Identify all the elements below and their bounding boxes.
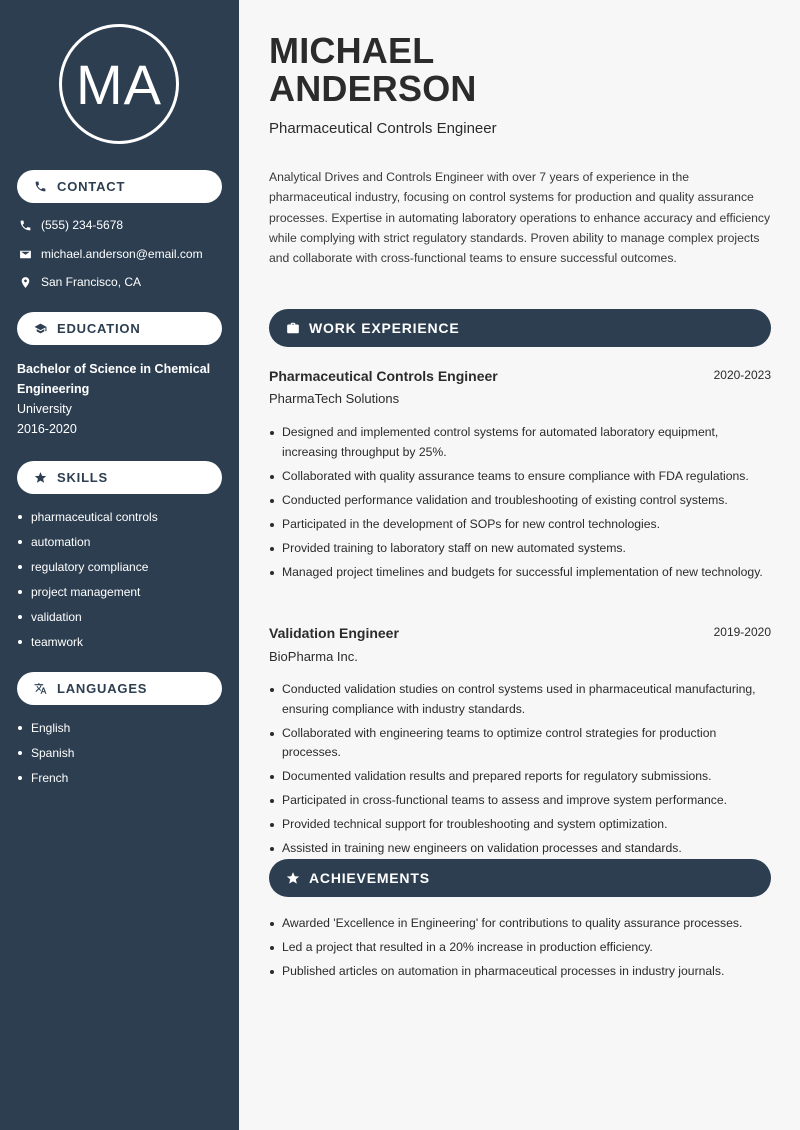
list-item: automation [17,534,158,559]
education-entry [17,359,227,439]
job-title: Pharmaceutical Controls Engineer [269,368,498,384]
list-item: Assisted in training new engineers on validation processes and standards. [269,839,771,859]
candidate-title: Pharmaceutical Controls Engineer [269,120,497,137]
contact-email [17,246,203,262]
list-item: Participated in cross-functional teams to assess and improve system performance. [269,791,771,811]
skills-heading-label: SKILLS [57,470,109,485]
list-item: Led a project that resulted in a 20% increase in production efficiency. [269,938,771,958]
list-item: Participated in the development of SOPs for new control technologies. [269,515,771,535]
contact-heading [17,170,222,203]
summary-paragraph: Analytical Drives and Controls Engineer with over 7 years of experience in the pharmaceutical industry, focusing on control systems for production and quality assurance processes. Expertise in automating laboratory operations to enhance accuracy and efficiency while complying with strict regulatory standards. Proven ability to manage complex projects and collaborate with cross-functional teams to ensure successful outcomes. [269,170,771,266]
company-name: PharmaTech Solutions [269,391,400,406]
job-title: Validation Engineer [269,625,399,641]
languages-heading-label: LANGUAGES [57,681,148,696]
education-heading-label: EDUCATION [57,321,141,336]
graduation-cap-icon [32,321,48,337]
star-icon [32,470,48,486]
list-item: Managed project timelines and budgets for successful implementation of new technology. [269,563,771,583]
phone-text: (555) 234-5678 [41,218,124,232]
list-item: Designed and implemented control systems for automated laboratory equipment, increasing throughput by 25%. [269,423,771,462]
achievements-list [269,914,771,986]
star-icon [285,870,301,886]
work-experience-label: WORK EXPERIENCE [309,320,460,336]
location-text: San Francisco, CA [41,275,142,289]
languages-heading [17,672,222,705]
list-item: Conducted performance validation and troubleshooting of existing control systems. [269,491,771,511]
contact-heading-label: CONTACT [57,179,126,194]
company-name: BioPharma Inc. [269,649,358,664]
list-item: project management [17,584,158,609]
list-item: Spanish [17,745,74,770]
job-bullets [269,680,771,863]
list-item: pharmaceutical controls [17,509,158,534]
briefcase-icon [285,320,301,336]
list-item: English [17,720,74,745]
contact-location [17,274,141,290]
work-experience-heading [269,309,771,347]
phone-icon [17,217,33,233]
sidebar [0,0,239,1130]
list-item: Collaborated with engineering teams to optimize control strategies for production processes. [269,724,771,763]
skills-list [17,509,158,659]
location-pin-icon [17,274,33,290]
education-heading [17,312,222,345]
job-dates: 2019-2020 [713,625,771,639]
last-name: ANDERSON [269,68,477,109]
mail-icon [17,246,33,262]
degree: Bachelor of Science in Chemical Engineering [17,362,211,396]
list-item: Provided training to laboratory staff on new automated systems. [269,539,771,559]
languages-list [17,720,74,795]
list-item: regulatory compliance [17,559,158,584]
email-text: michael.anderson@email.com [41,247,203,261]
job-dates: 2020-2023 [713,368,771,382]
list-item: validation [17,609,158,634]
achievements-label: ACHIEVEMENTS [309,870,430,886]
phone-icon [32,179,48,195]
candidate-name [269,32,477,108]
translate-icon [32,681,48,697]
list-item: Conducted validation studies on control systems used in pharmaceutical manufacturing, ensuring compliance with industry standards. [269,680,771,719]
list-item: Documented validation results and prepared reports for regulatory submissions. [269,767,771,787]
education-years: 2016-2020 [17,422,77,436]
contact-phone [17,217,123,233]
list-item: Published articles on automation in pharmaceutical processes in industry journals. [269,962,771,982]
achievements-heading [269,859,771,897]
school: University [17,402,72,416]
list-item: Awarded 'Excellence in Engineering' for contributions to quality assurance processes. [269,914,771,934]
list-item: Provided technical support for troubleshooting and system optimization. [269,815,771,835]
job-bullets [269,423,771,587]
list-item: French [17,770,74,795]
list-item: Collaborated with quality assurance teams to ensure compliance with FDA regulations. [269,467,771,487]
monogram-avatar: MA [59,24,179,144]
list-item: teamwork [17,634,158,659]
skills-heading [17,461,222,494]
first-name: MICHAEL [269,30,435,71]
